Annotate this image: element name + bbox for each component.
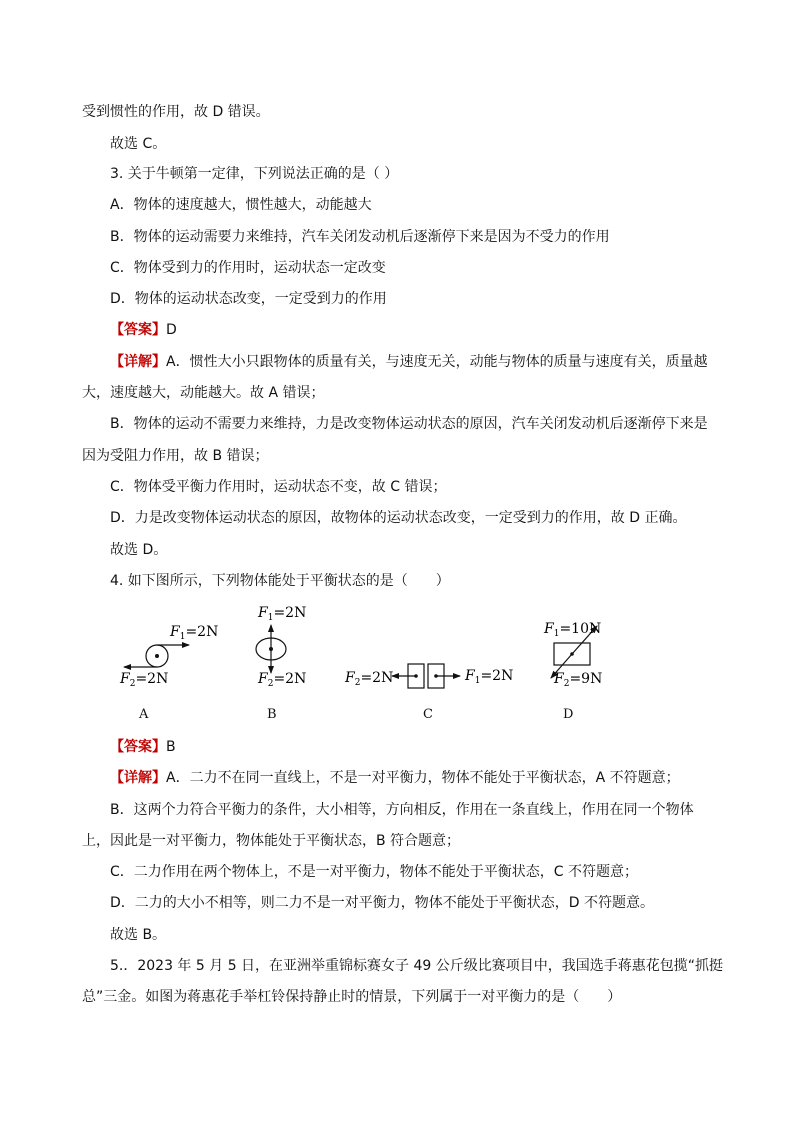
- text-line: 总”三金。如图为蒋惠花手举杠铃保持静止时的情景，下列属于一对平衡力的是（ ）: [82, 989, 622, 1005]
- text-line: B．这两个力符合平衡力的条件，大小相等，方向相反，作用在一条直线上，作用在同一个物体: [110, 802, 694, 818]
- detail-tag: 【详解】: [110, 354, 166, 370]
- text-line: C．二力作用在两个物体上，不是一对平衡力，物体不能处于平衡状态，C 不符题意；: [110, 864, 638, 880]
- diagram-b-f2-label: $F_2=2N$: [258, 671, 307, 689]
- force-diagram-figure: [110, 603, 630, 733]
- diagram-a-f1-label: $F_1=2N$: [170, 624, 219, 642]
- text-line: 大，速度越大，动能越大。故 A 错误；: [82, 385, 325, 401]
- detail-tag: 【详解】: [110, 770, 166, 786]
- text-line: B．物体的运动不需要力来维持，力是改变物体运动状态的原因，汽车关闭发动机后逐渐停下来是: [110, 416, 708, 432]
- text-line: 故选 C。: [110, 136, 167, 152]
- diagram-c-f2-label: $F_2=2N$: [345, 670, 394, 688]
- answer-value: B: [166, 739, 176, 755]
- question-5-stem: 5.．2023 年 5 月 5 日，在亚洲举重锦标赛女子 49 公斤级比赛项目中，我国选手蒋惠花包揽“抓挺: [110, 958, 724, 974]
- diagram-d: [543, 621, 602, 689]
- diagram-a-center: [155, 654, 159, 658]
- question-3-stem: 3. 关于牛顿第一定律，下列说法正确的是（ ）: [110, 166, 399, 182]
- diagram-b-f1-label: $F_1=2N$: [258, 605, 307, 623]
- text-line: 故选 B。: [110, 927, 167, 943]
- diagram-c: [344, 664, 513, 688]
- text-line: D．力是改变物体运动状态的原因，故物体的运动状态改变，一定受到力的作用，故 D 正确。: [110, 510, 687, 526]
- option-b: B．物体的运动需要力来维持，汽车关闭发动机后逐渐停下来是因为不受力的作用: [110, 229, 610, 245]
- option-a: A．物体的速度越大，惯性越大，动能越大: [110, 197, 372, 213]
- answer-tag: 【答案】: [110, 739, 166, 755]
- text-line: D．二力的大小不相等，则二力不是一对平衡力，物体不能处于平衡状态，D 不符题意。: [110, 895, 655, 911]
- text-line: 故选 D。: [110, 542, 168, 558]
- text-line: 上，因此是一对平衡力，物体能处于平衡状态，B 符合题意；: [82, 833, 461, 849]
- answer-line: [110, 320, 177, 340]
- text-line: 因为受阻力作用，故 B 错误；: [82, 448, 269, 464]
- text-line: 受到惯性的作用，故 D 错误。: [82, 104, 270, 120]
- caption-b: B: [267, 707, 277, 722]
- detail-text: A．惯性大小只跟物体的质量有关，与速度无关，动能与物体的质量与速度有关，质量越: [166, 354, 708, 370]
- question-4-stem: 4. 如下图所示，下列物体能处于平衡状态的是（ ）: [110, 573, 450, 589]
- diagram-c-f1-label: $F_1=2N$: [465, 668, 514, 686]
- caption-c: C: [423, 707, 433, 722]
- diagram-b: [256, 605, 306, 689]
- answer-line: [110, 737, 176, 757]
- option-c: C．物体受到力的作用时，运动状态一定改变: [110, 260, 386, 276]
- diagram-a: [119, 624, 218, 689]
- detail-text: A．二力不在同一直线上，不是一对平衡力，物体不能处于平衡状态，A 不符题意；: [166, 770, 680, 786]
- diagram-d-f1-label: $F_1=10N$: [544, 621, 602, 639]
- text-line: C．物体受平衡力作用时，运动状态不变，故 C 错误；: [110, 479, 447, 495]
- caption-a: A: [139, 707, 149, 722]
- diagram-d-f2-label: $F_2=9N$: [554, 671, 603, 689]
- detail-line: [110, 352, 708, 372]
- answer-value: D: [166, 322, 177, 338]
- diagram-a-f2-label: $F_2=2N$: [120, 671, 169, 689]
- answer-tag: 【答案】: [110, 322, 166, 338]
- detail-line: [110, 768, 680, 788]
- option-d: D．物体的运动状态改变，一定受到力的作用: [110, 291, 387, 307]
- caption-d: D: [563, 707, 574, 722]
